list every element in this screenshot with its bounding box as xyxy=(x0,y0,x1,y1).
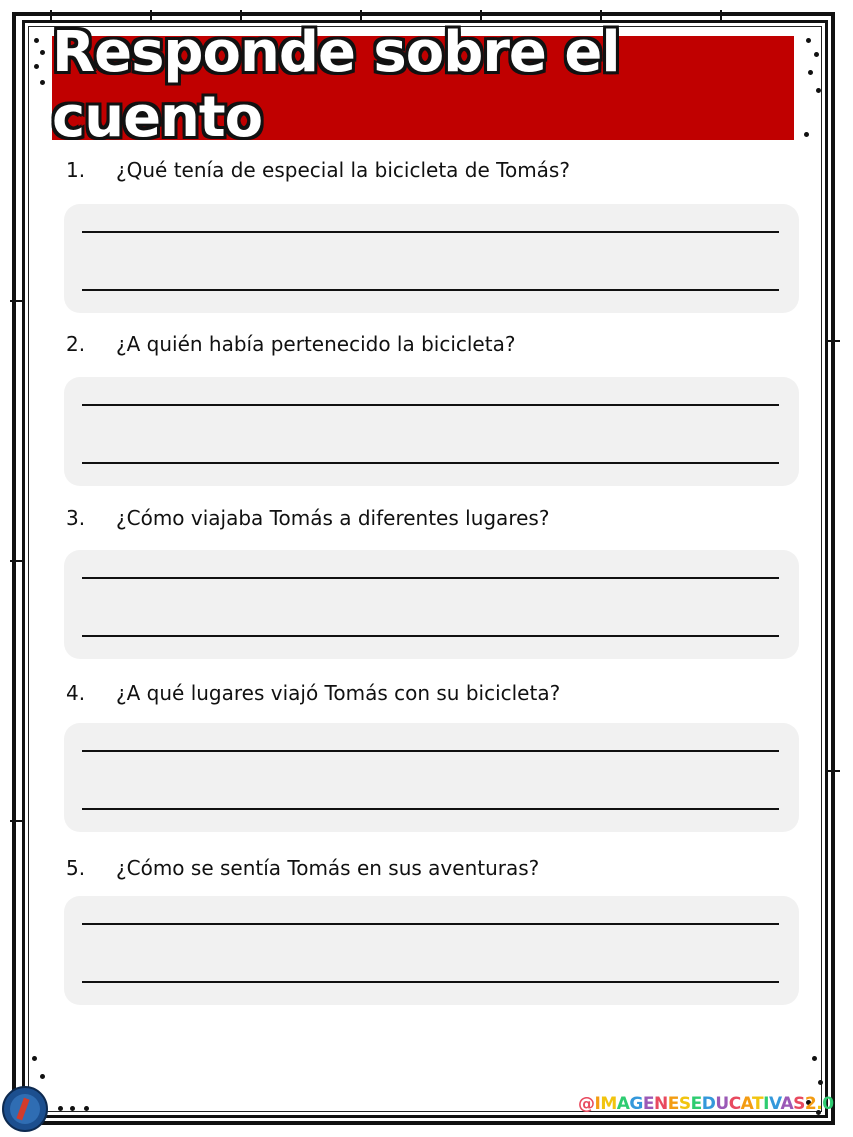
watermark-letter: T xyxy=(752,1094,764,1114)
watermark-letter: I xyxy=(594,1094,601,1114)
decor-dot xyxy=(34,38,39,43)
question-text: ¿Cómo viajaba Tomás a diferentes lugares? xyxy=(116,506,550,530)
border-tick xyxy=(10,300,22,302)
question-5 xyxy=(66,856,539,880)
answer-box-5[interactable] xyxy=(64,896,799,1005)
border-tick xyxy=(828,340,840,342)
answer-box-2[interactable] xyxy=(64,377,799,486)
question-number: 3. xyxy=(66,506,86,530)
answer-line xyxy=(82,577,779,579)
answer-line xyxy=(82,231,779,233)
watermark-letter: @ xyxy=(578,1094,595,1114)
decor-dot xyxy=(808,70,813,75)
decor-dot xyxy=(34,64,39,69)
answer-line xyxy=(82,981,779,983)
watermark-letter: A xyxy=(780,1094,794,1114)
watermark-letter: N xyxy=(654,1094,668,1114)
watermark-letter: 2 xyxy=(804,1094,817,1114)
answer-line xyxy=(82,635,779,637)
watermark xyxy=(578,1094,834,1114)
answer-line xyxy=(82,923,779,925)
watermark-letter: I xyxy=(763,1094,769,1114)
question-2 xyxy=(66,332,515,356)
watermark-letter: S xyxy=(678,1094,691,1114)
question-number: 4. xyxy=(66,681,86,705)
question-text: ¿A qué lugares viajó Tomás con su bicicleta? xyxy=(116,681,561,705)
answer-line xyxy=(82,462,779,464)
question-1 xyxy=(66,158,570,182)
question-text: ¿Cómo se sentía Tomás en sus aventuras? xyxy=(116,856,540,880)
answer-line xyxy=(82,750,779,752)
decor-dot xyxy=(32,1056,37,1061)
watermark-letter: E xyxy=(690,1094,702,1114)
border-tick xyxy=(828,770,840,772)
decor-dot xyxy=(814,52,819,57)
title-banner xyxy=(52,20,794,150)
answer-line xyxy=(82,808,779,810)
watermark-letter: E xyxy=(642,1094,655,1114)
watermark-letter: G xyxy=(629,1094,643,1114)
border-tick xyxy=(10,560,22,562)
decor-dot xyxy=(84,1106,89,1111)
decor-dot xyxy=(58,1106,63,1111)
decor-dot xyxy=(70,1106,75,1111)
answer-line xyxy=(82,404,779,406)
watermark-letter: M xyxy=(600,1094,617,1114)
watermark-letter: V xyxy=(768,1094,781,1114)
question-number: 2. xyxy=(66,332,86,356)
decor-dot xyxy=(812,1056,817,1061)
answer-box-4[interactable] xyxy=(64,723,799,832)
decor-dot xyxy=(804,132,809,137)
question-4 xyxy=(66,681,560,705)
decor-dot xyxy=(40,50,45,55)
question-number: 5. xyxy=(66,856,86,880)
watermark-letter: A xyxy=(740,1094,753,1114)
watermark-letter: 0 xyxy=(822,1094,834,1114)
decor-dot xyxy=(818,1080,823,1085)
answer-box-3[interactable] xyxy=(64,550,799,659)
question-number: 1. xyxy=(66,158,86,182)
answer-line xyxy=(82,289,779,291)
watermark-letter: C xyxy=(728,1094,741,1114)
question-text: ¿Qué tenía de especial la bicicleta de Tomás? xyxy=(116,158,570,182)
watermark-letter: . xyxy=(816,1094,823,1114)
watermark-letter: S xyxy=(793,1094,805,1114)
author-logo-icon xyxy=(2,1086,48,1132)
border-tick xyxy=(10,820,22,822)
question-text: ¿A quién había pertenecido la bicicleta? xyxy=(116,332,516,356)
watermark-letter: E xyxy=(667,1094,679,1114)
decor-dot xyxy=(816,88,821,93)
decor-dot xyxy=(806,38,811,43)
decor-dot xyxy=(40,80,45,85)
answer-box-1[interactable] xyxy=(64,204,799,313)
watermark-letter: U xyxy=(715,1094,729,1114)
watermark-letter: D xyxy=(701,1094,716,1114)
page-title: Responde sobre el cuento xyxy=(52,20,620,150)
question-3 xyxy=(66,506,549,530)
decor-dot xyxy=(40,1074,45,1079)
watermark-letter: A xyxy=(616,1094,630,1114)
